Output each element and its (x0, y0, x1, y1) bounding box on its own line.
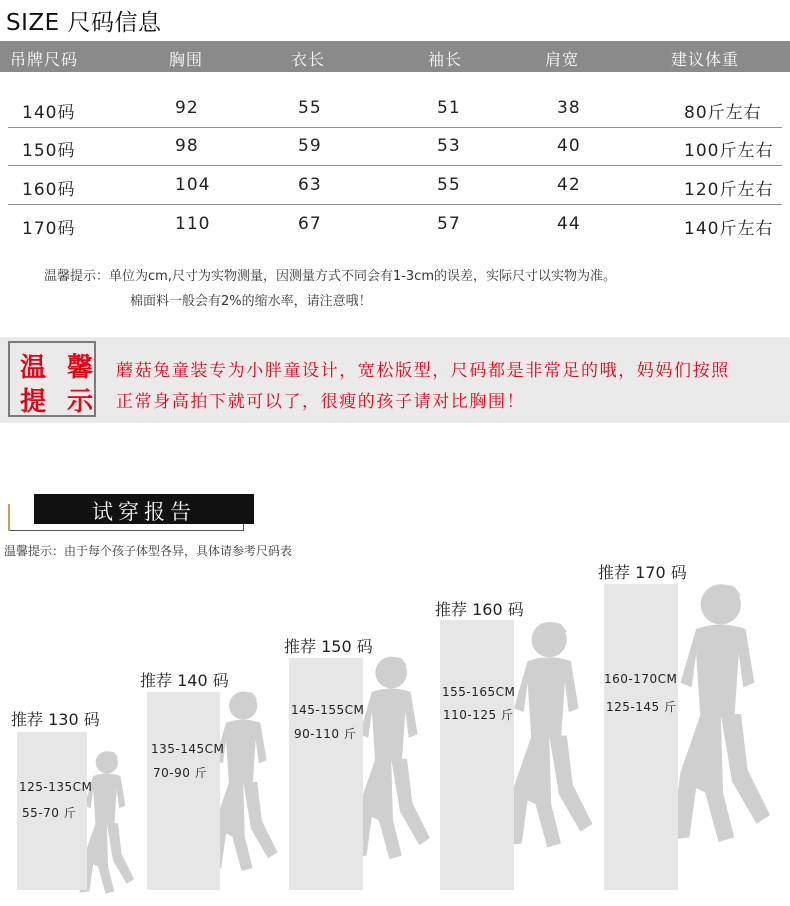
trial-report-accent (8, 504, 10, 531)
header-weight: 建议体重 (671, 50, 740, 69)
row-divider (8, 204, 782, 205)
cell-length: 59 (298, 136, 322, 156)
row-divider (8, 165, 782, 166)
cell-weight: 100斤左右 (684, 141, 774, 161)
header-chest: 胸围 (169, 50, 204, 69)
cell-shoulder: 38 (557, 98, 581, 118)
cell-sleeve: 53 (437, 136, 461, 156)
cell-sleeve: 51 (437, 98, 461, 118)
cell-size: 170码 (22, 219, 76, 239)
warm-tip-label-box (8, 341, 100, 417)
rec-bar (440, 620, 514, 890)
child-silhouette-160 (506, 622, 592, 847)
trial-report-note: 温馨提示：由于每个孩子体型各异，具体请参考尺码表 (4, 544, 293, 558)
rec-height: 125-135CM (19, 780, 93, 794)
rec-height: 155-165CM (442, 685, 516, 699)
cell-size: 150码 (22, 141, 76, 161)
cell-chest: 98 (175, 136, 199, 156)
table-row (0, 90, 790, 128)
rec-height: 145-155CM (291, 703, 365, 717)
cell-shoulder: 40 (557, 136, 581, 156)
cell-weight: 140斤左右 (684, 219, 774, 239)
child-silhouette-170 (672, 584, 771, 842)
rec-weight: 90-110 斤 (294, 727, 357, 741)
rec-label: 推荐 140 码 (140, 671, 229, 690)
cell-shoulder: 42 (557, 175, 581, 195)
cell-size: 140码 (22, 103, 76, 123)
warm-tip-label-line2: 提 示 (20, 387, 100, 417)
cell-shoulder: 44 (557, 214, 581, 234)
rec-height: 135-145CM (151, 742, 225, 756)
cell-chest: 92 (175, 98, 199, 118)
cell-length: 67 (298, 214, 322, 234)
header-shoulder: 肩宽 (545, 50, 580, 69)
cell-length: 55 (298, 98, 322, 118)
cell-length: 63 (298, 175, 322, 195)
size-section-title: SIZE 尺码信息 (6, 10, 162, 36)
cell-chest: 104 (175, 175, 211, 195)
rec-bar (147, 692, 220, 890)
table-row (0, 167, 790, 205)
cell-sleeve: 55 (437, 175, 461, 195)
rec-label: 推荐 130 码 (11, 710, 100, 729)
size-note-line2: 棉面料一般会有2%的缩水率，请注意哦！ (130, 294, 372, 309)
trial-report-header (34, 494, 254, 524)
trial-report-title: 试穿报告 (92, 500, 196, 524)
size-note-line1: 温馨提示：单位为cm,尺寸为实物测量，因测量方式不同会有1-3cm的误差，实际尺寸以实物为准。 (44, 269, 616, 284)
child-silhouette-130 (80, 751, 135, 894)
warm-tip-label-line1: 温 馨 (20, 353, 100, 383)
rec-weight: 125-145 斤 (606, 700, 677, 714)
rec-weight: 55-70 斤 (22, 806, 77, 820)
header-length: 衣长 (291, 50, 326, 69)
cell-size: 160码 (22, 180, 76, 200)
header-tag-size: 吊牌尺码 (10, 50, 79, 69)
rec-label: 推荐 150 码 (284, 637, 373, 656)
rec-weight: 70-90 斤 (153, 766, 208, 780)
table-row (0, 128, 790, 166)
cell-weight: 120斤左右 (684, 180, 774, 200)
child-silhouette-150 (352, 657, 429, 859)
rec-bar (604, 584, 678, 890)
rec-bar (289, 658, 363, 890)
warm-tip-text-line2: 正常身高拍下就可以了，很瘦的孩子请对比胸围！ (116, 392, 526, 412)
rec-label: 推荐 170 码 (598, 563, 687, 582)
cell-sleeve: 57 (437, 214, 461, 234)
size-table-header (0, 41, 790, 72)
warm-tip-text-line1: 蘑菇兔童装专为小胖童设计，宽松版型，尺码都是非常足的哦，妈妈们按照 (116, 361, 730, 381)
cell-weight: 80斤左右 (684, 103, 762, 123)
cell-chest: 110 (175, 214, 211, 234)
table-row (0, 206, 790, 244)
rec-weight: 110-125 斤 (443, 708, 514, 722)
header-sleeve: 袖长 (428, 50, 463, 69)
rec-label: 推荐 160 码 (435, 600, 524, 619)
warm-tip-band (0, 337, 790, 423)
rec-height: 160-170CM (604, 672, 678, 686)
